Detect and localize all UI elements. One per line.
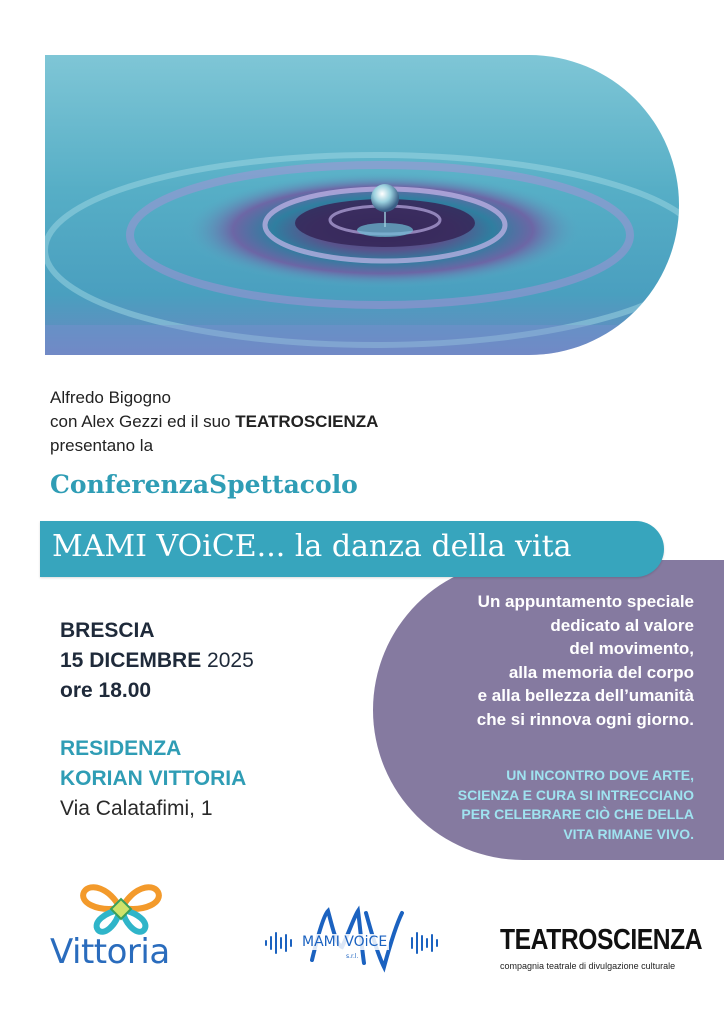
event-date-bold: 15 DICEMBRE <box>60 649 202 672</box>
venue-details <box>60 734 246 824</box>
intro-line-2 <box>50 410 378 434</box>
event-time-text: ore 18.00 <box>60 679 152 702</box>
intro-line-2-prefix: con Alex Gezzi ed il suo <box>50 412 236 431</box>
description-panel <box>373 560 724 860</box>
page-title: MAMI VOiCE... la danza della vita <box>52 529 572 564</box>
mami-voice-suffix: s.r.l. <box>346 953 359 960</box>
event-year: 2025 <box>201 649 254 672</box>
highlight-line: UN INCONTRO DOVE ARTE, <box>506 767 694 783</box>
event-city-text: BRESCIA <box>60 619 155 642</box>
venue-address: Via Calatafimi, 1 <box>60 797 213 820</box>
intro-line-2-bold: TEATROSCIENZA <box>235 412 379 431</box>
intro-line-3: presentano la <box>50 436 154 455</box>
description-line: Un appuntamento speciale <box>477 592 694 611</box>
event-city <box>60 616 254 646</box>
description-line: e alla bellezza dell’umanità <box>477 686 694 705</box>
description-line: dedicato al valore <box>550 615 694 635</box>
description-line: che si rinnova ogni giorno. <box>476 709 694 729</box>
title-banner <box>40 521 664 577</box>
mami-voice-wordmark: MAMI VOiCE <box>302 934 388 950</box>
highlight-line: PER CELEBRARE CIÒ CHE DELLA <box>461 806 694 822</box>
description-text <box>477 590 694 731</box>
teatroscienza-wordmark: TEATROSCIENZA <box>500 924 703 956</box>
highlight-line: SCIENZA E CURA SI INTRECCIANO <box>457 786 694 803</box>
description-line: alla memoria del corpo <box>508 662 694 682</box>
event-time <box>60 676 254 706</box>
description-line: del movimento, <box>569 639 694 658</box>
intro-line-1: Alfredo Bigogno <box>50 388 171 407</box>
vittoria-logo <box>48 880 178 980</box>
subtitle: ConferenzaSpettacolo <box>50 470 358 499</box>
water-droplet-image <box>45 55 679 355</box>
venue-line-2: KORIAN VITTORIA <box>60 767 247 790</box>
event-details <box>60 616 254 706</box>
teatroscienza-logo <box>500 924 724 971</box>
vittoria-wordmark: Vittoria <box>50 932 170 972</box>
hero-image <box>45 55 679 355</box>
intro-text <box>50 386 378 458</box>
butterfly-icon <box>76 880 166 936</box>
venue-line-1: RESIDENZA <box>60 737 182 760</box>
teatroscienza-tagline: compagnia teatrale di divulgazione culturale <box>500 961 676 971</box>
highlight-text <box>458 766 694 844</box>
highlight-line: VITA RIMANE VIVO. <box>563 825 694 842</box>
event-date <box>60 646 254 676</box>
mami-voice-logo <box>262 905 444 979</box>
